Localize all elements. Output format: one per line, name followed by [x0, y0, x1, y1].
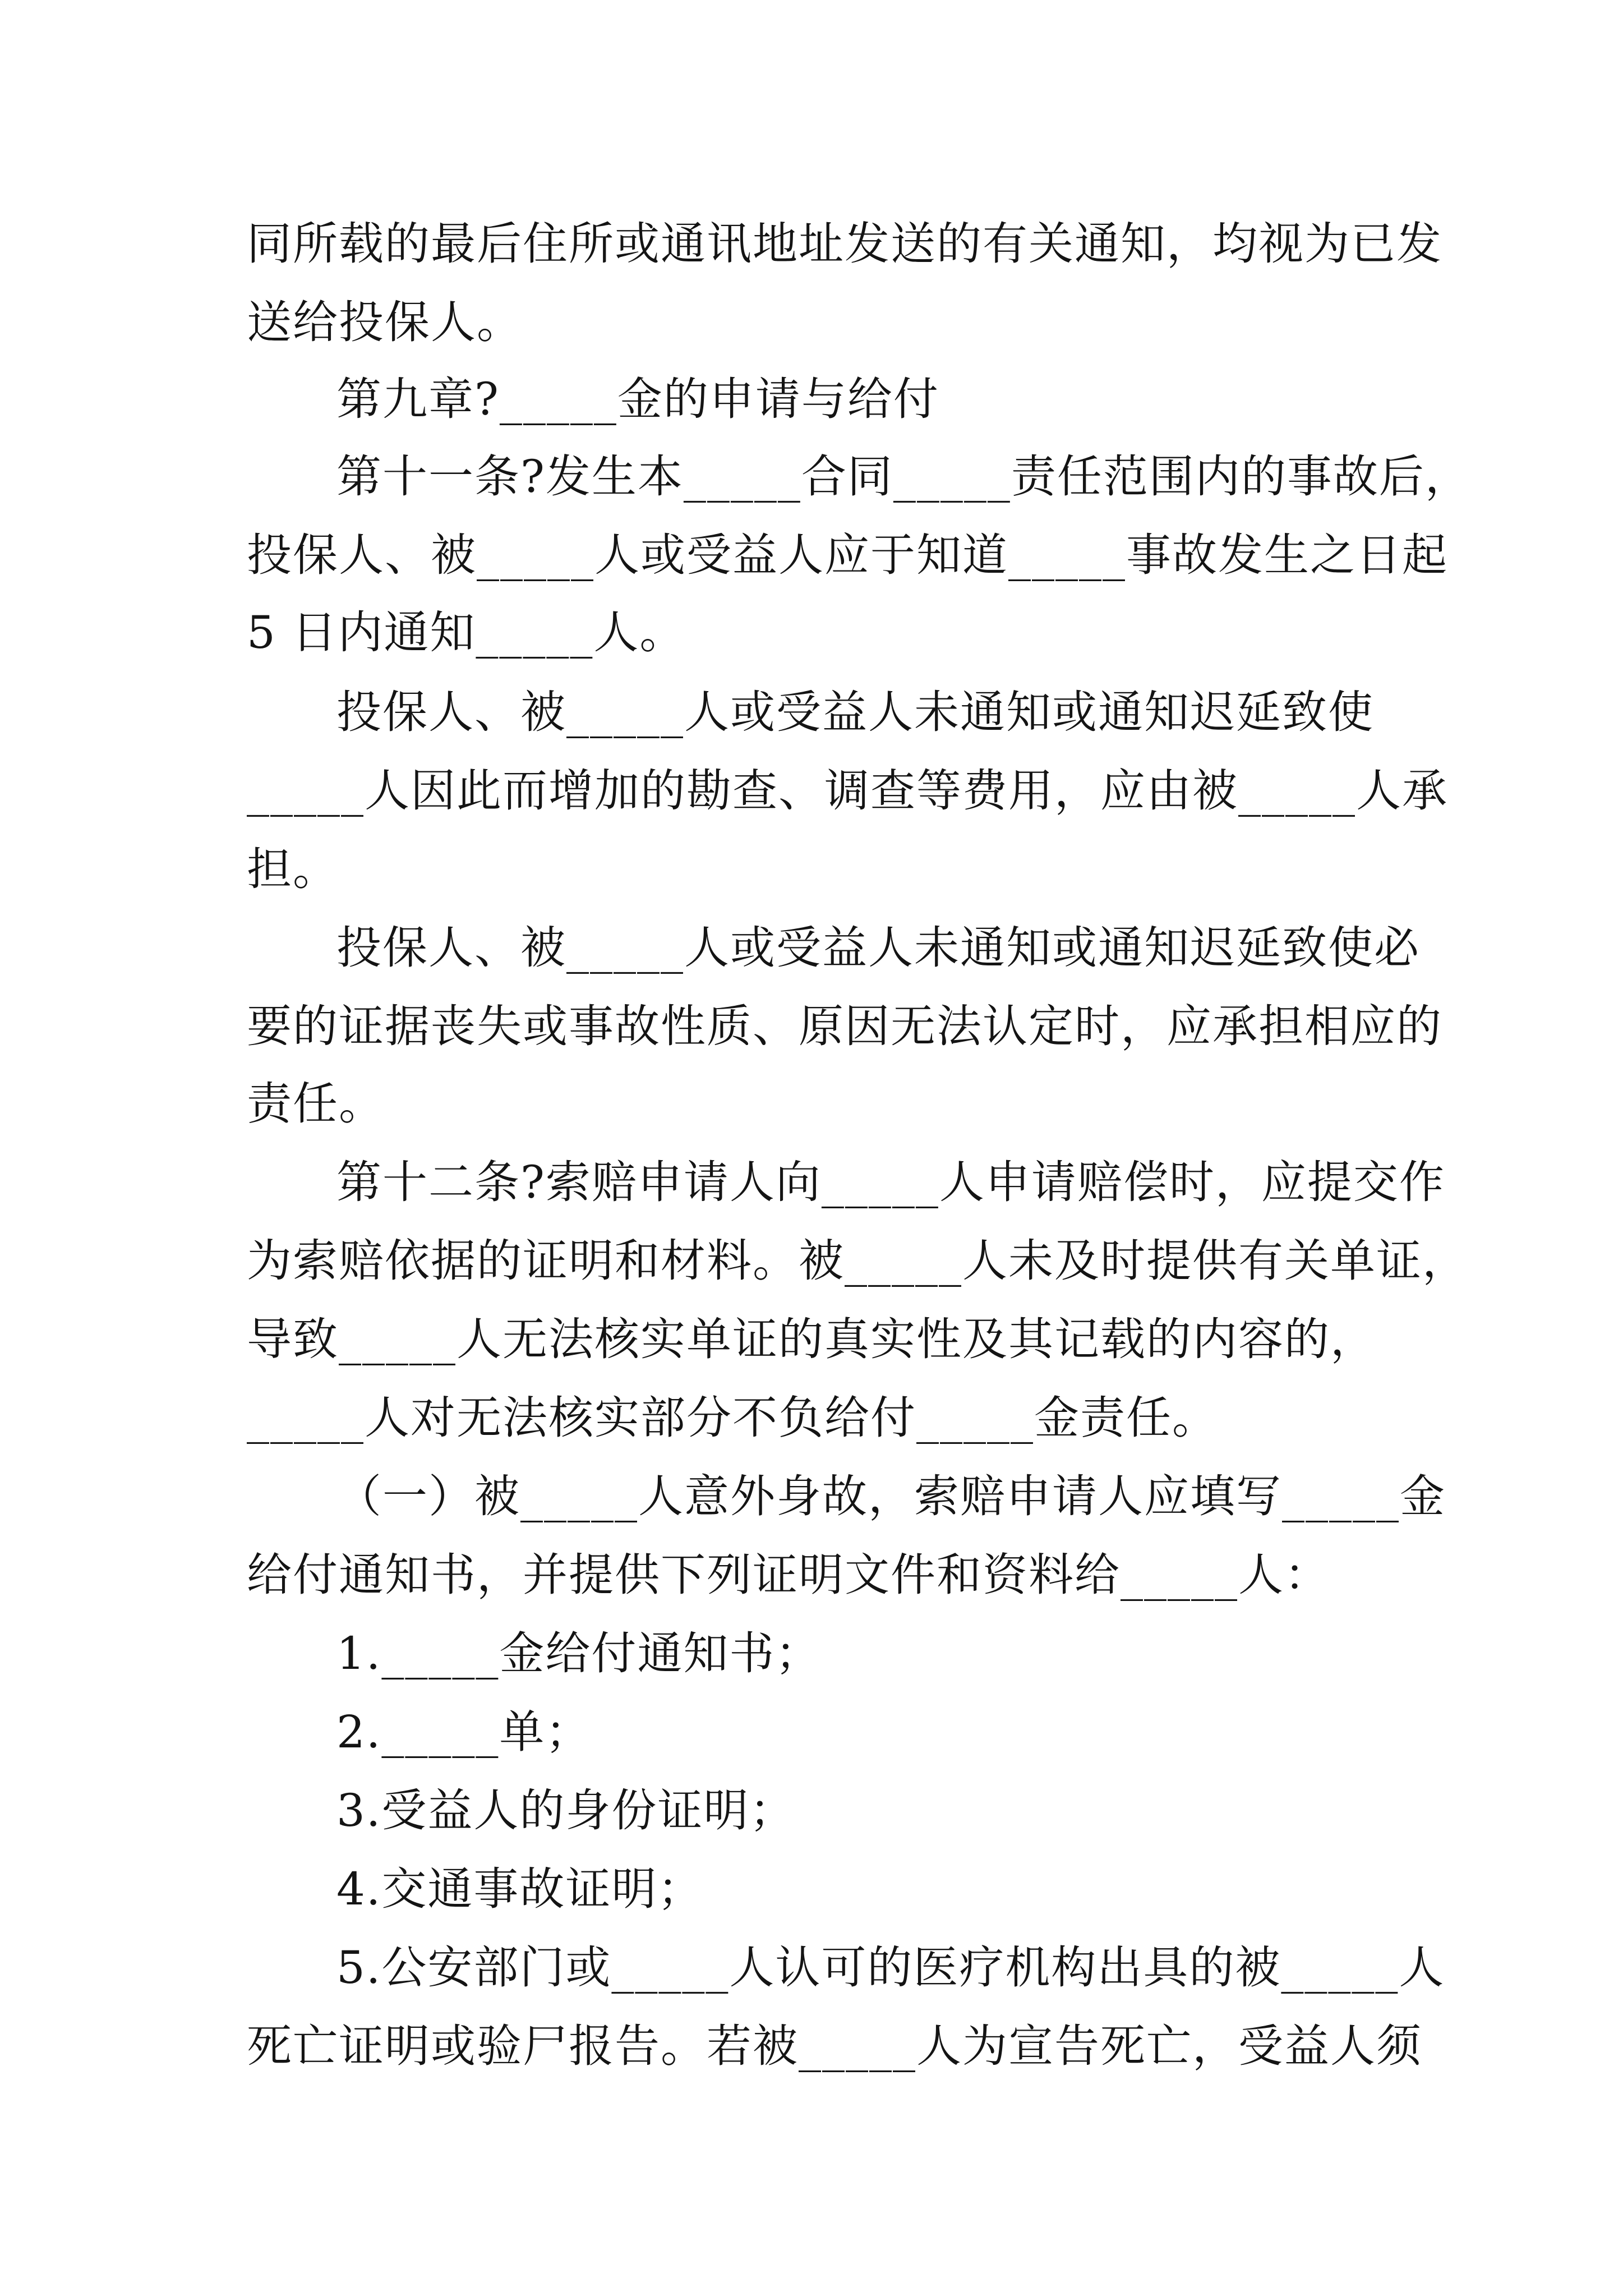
list-item [0, 1929, 1623, 2007]
text-line [0, 752, 1623, 830]
text-line [0, 909, 1623, 987]
text-line-content: 责任。 [247, 1078, 385, 1130]
list-item-text: 5.公安部门或_____人认可的医疗机构出具的被_____人 [336, 1941, 1445, 1994]
text-line [0, 830, 1623, 909]
text-line-content: （一）被_____人意外身故，索赔申请人应填写_____金 [336, 1470, 1446, 1522]
text-line [0, 673, 1623, 752]
list-item [0, 1614, 1623, 1693]
text-line [0, 2007, 1623, 2086]
text-line [0, 1457, 1623, 1536]
list-item [0, 1693, 1623, 1772]
text-line-content: 投保人、被_____人或受益人未通知或通知迟延致使必 [336, 922, 1420, 974]
text-line-content: 为索赔依据的证明和材料。被_____人未及时提供有关单证， [247, 1235, 1468, 1287]
text-line-content: _____人因此而增加的勘查、调查等费用，应由被_____人承 [247, 765, 1448, 817]
chapter-heading [0, 360, 1623, 439]
article-line-text: 第十一条?发生本_____合同_____责任范围内的事故后， [336, 450, 1471, 503]
list-item-text: 3.受益人的身份证明； [336, 1784, 796, 1837]
text-line [0, 205, 1623, 283]
text-line [0, 1065, 1623, 1143]
text-line [0, 1300, 1623, 1379]
text-line-content: _____人对无法核实部分不负给付_____金责任。 [247, 1392, 1218, 1444]
text-line-content: 送给投保人。 [247, 296, 523, 348]
list-item [0, 1772, 1623, 1850]
text-line-content: 担。 [247, 843, 339, 895]
article-line [0, 1143, 1623, 1222]
text-line-content: 同所载的最后住所或通讯地址发送的有关通知，均视为已发 [247, 218, 1442, 270]
text-line-content: 投保人、被_____人或受益人应于知道_____事故发生之日起 [247, 529, 1448, 581]
text-line [0, 283, 1623, 362]
text-line [0, 593, 1623, 672]
text-line-content: 给付通知书，并提供下列证明文件和资料给_____人： [247, 1549, 1330, 1601]
list-item-text: 2._____单； [336, 1706, 592, 1758]
text-line-content: 导致_____人无法核实单证的真实性及其记载的内容的， [247, 1313, 1376, 1365]
text-line [0, 1536, 1623, 1614]
text-line [0, 987, 1623, 1066]
article-line-text: 第十二条?索赔申请人向_____人申请赔偿时，应提交作 [336, 1156, 1445, 1208]
list-item [0, 1850, 1623, 1929]
chapter-heading-text: 第九章?_____金的申请与给付 [336, 373, 939, 425]
list-item-text: 1._____金给付通知书； [336, 1627, 822, 1680]
article-line [0, 438, 1623, 516]
text-line-content: 5 日内通知_____人。 [247, 606, 686, 659]
text-line-content: 投保人、被_____人或受益人未通知或通知迟延致使 [336, 686, 1374, 738]
list-item-text: 4.交通事故证明； [336, 1863, 704, 1915]
text-line-content: 要的证据丧失或事故性质、原因无法认定时，应承担相应的 [247, 1000, 1442, 1052]
text-line [0, 1379, 1623, 1457]
text-line [0, 516, 1623, 595]
text-line-content: 死亡证明或验尸报告。若被_____人为宣告死亡，受益人须 [247, 2020, 1422, 2072]
text-line [0, 1222, 1623, 1300]
